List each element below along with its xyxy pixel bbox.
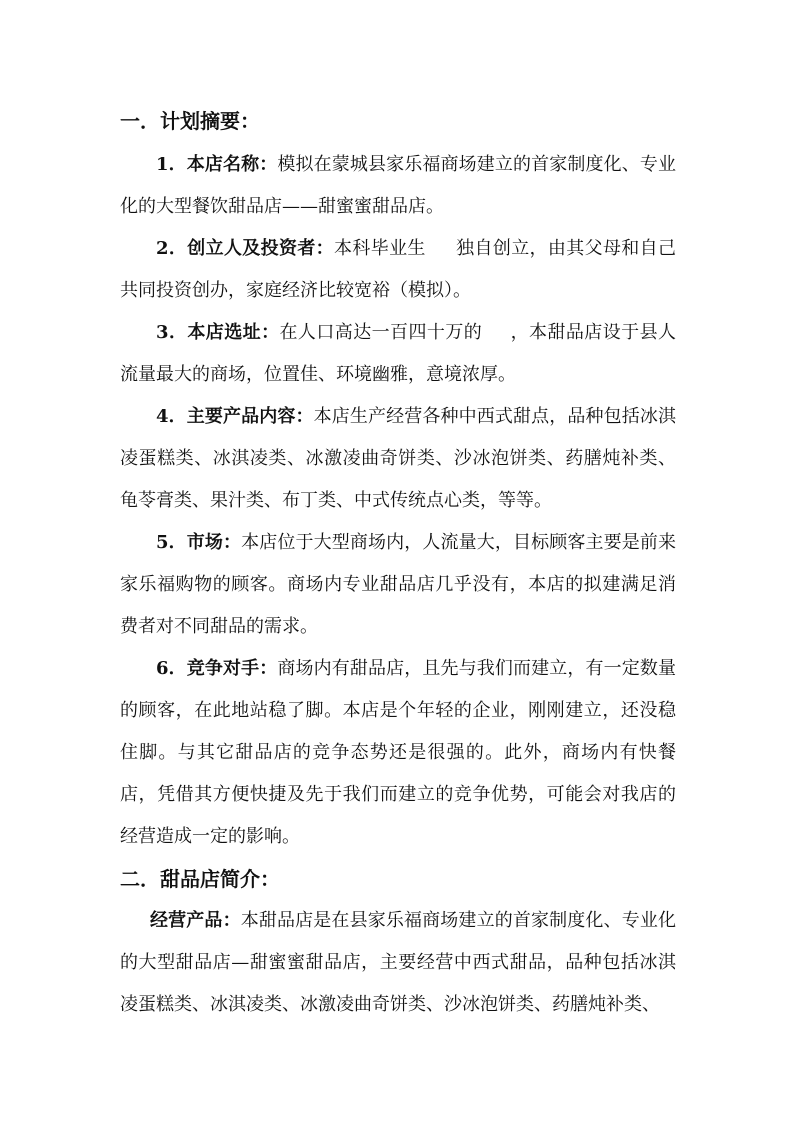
item-location (120, 312, 676, 396)
item-label: 3．本店选址： (156, 322, 280, 343)
item-text: 在人口高达一百四十万的 (279, 322, 483, 343)
item-store-name (120, 144, 676, 228)
item-text: 本店生产经营各种中西式甜点，品种包括冰淇凌蛋糕类、冰淇凌类、冰激凌曲奇饼类、沙冰泡饼类、药膳炖补类、龟苓膏类、果汁类、布丁类、中式传统点心类，等等。 (120, 406, 676, 511)
shop-intro (120, 900, 676, 1026)
item-label: 5．市场： (156, 532, 242, 553)
item-products (120, 396, 676, 522)
item-label: 4．主要产品内容： (156, 406, 314, 427)
item-text: 模拟在蒙城县家乐福商场建立的首家制度化、专业化的大型餐饮甜品店——甜蜜蜜甜品店。 (120, 154, 677, 217)
item-text: 本店位于大型商场内，人流量大，目标顾客主要是前来家乐福购物的顾客。商场内专业甜品店几乎没有，本店的拟建满足消费者对不同甜品的需求。 (120, 532, 677, 637)
item-competitors (120, 648, 676, 858)
item-label: 2．创立人及投资者： (156, 238, 335, 259)
intro-text: 本甜品店是在县家乐福商场建立的首家制度化、专业化的大型甜品店—甜蜜蜜甜品店，主要经营中西式甜品，品种包括冰淇凌蛋糕类、冰淇凌类、冰激凌曲奇饼类、沙冰泡饼类、药膳炖补类、 (120, 910, 677, 1015)
item-label: 1．本店名称： (156, 154, 278, 175)
item-text: 本科毕业生 (334, 238, 426, 259)
section-1-heading: 一．计划摘要： (120, 109, 260, 133)
item-text: ，本甜品店设于县人流量最大的商场，位置佳、环境幽雅，意境浓厚。 (120, 322, 676, 385)
intro-label: 经营产品： (150, 910, 241, 931)
section-2-heading: 二．甜品店简介： (120, 867, 280, 891)
item-label: 6．竞争对手： (156, 658, 278, 679)
item-founder (120, 228, 676, 312)
document-body (120, 100, 676, 1026)
item-text: 独自创立，由其父母和自己共同投资创办，家庭经济比较宽裕（模拟）。 (120, 238, 677, 301)
item-market (120, 522, 676, 648)
item-text: 商场内有甜品店，且先与我们而建立，有一定数量的顾客，在此地站稳了脚。本店是个年轻的企业，刚刚建立，还没稳住脚。与其它甜品店的竞争态势还是很强的。此外，商场内有快餐店，凭借其方便快捷及先于我们而建立的竞争优势，可能会对我店的经营造成一定的影响。 (120, 658, 677, 847)
